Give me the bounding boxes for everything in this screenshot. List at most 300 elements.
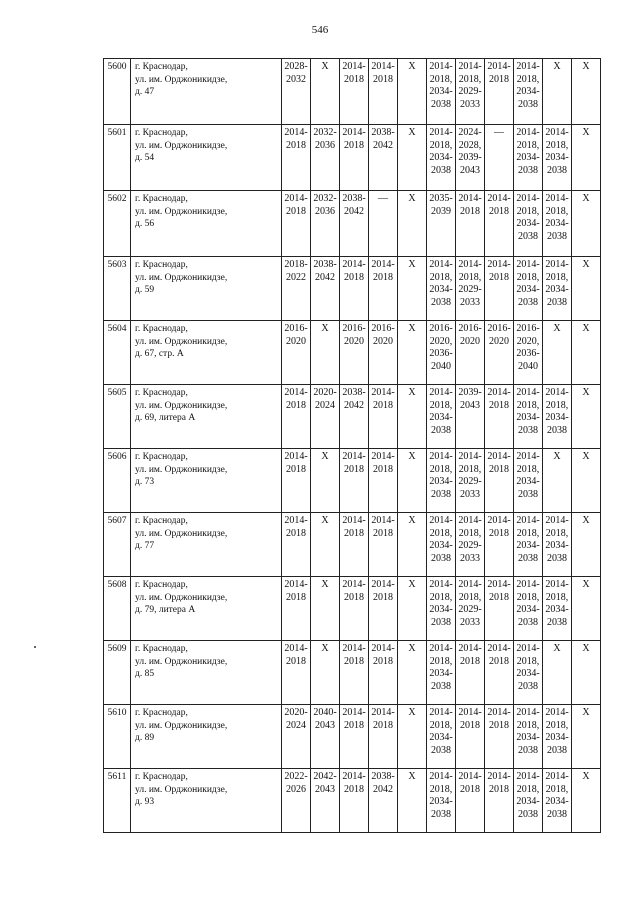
period-line: 2018, [545, 205, 569, 217]
period-line: X [408, 323, 416, 334]
period-line: 2034- [545, 412, 569, 424]
row-number-cell: 5600 [104, 59, 131, 125]
period-line: 2014- [458, 193, 482, 204]
period-line: 2014- [342, 707, 366, 718]
period-cell [398, 513, 427, 577]
period-cell [282, 59, 311, 125]
table-row [104, 257, 601, 321]
period-cell [311, 191, 340, 257]
period-line: X [408, 771, 416, 782]
period-line: 2042 [373, 783, 393, 795]
period-line: 2038- [342, 193, 366, 204]
period-line: X [582, 387, 590, 398]
period-cell [369, 641, 398, 705]
period-line: 2018 [489, 463, 509, 475]
period-cell [427, 257, 456, 321]
period-line: 2014- [516, 771, 540, 782]
period-line: 2029- [458, 86, 482, 98]
period-line: 2038 [431, 680, 451, 692]
table-row [104, 577, 601, 641]
period-line: 2014- [371, 61, 395, 72]
period-line: 2014- [516, 259, 540, 270]
period-line: 2042 [315, 271, 335, 283]
period-line: 2014- [284, 643, 308, 654]
period-line: 2024- [458, 127, 482, 138]
address-cell [131, 257, 282, 321]
period-line: 2014- [458, 61, 482, 72]
period-cell [340, 769, 369, 833]
period-line: 2038 [431, 424, 451, 436]
period-line: 2014- [284, 451, 308, 462]
period-line: 2038 [431, 808, 451, 820]
row-number-cell: 5608 [104, 577, 131, 641]
period-line: 2028- [284, 61, 308, 72]
period-line: 2014- [429, 451, 453, 462]
period-line: 2014- [516, 515, 540, 526]
period-cell [456, 191, 485, 257]
address-line: г. Краснодар, [135, 708, 188, 718]
period-line: 2014- [429, 259, 453, 270]
address-line: г. Краснодар, [135, 388, 188, 398]
period-line: X [408, 127, 416, 138]
period-line: 2029- [458, 476, 482, 488]
period-line: 2043 [460, 164, 480, 176]
period-line: 2018, [458, 463, 482, 475]
period-cell [282, 449, 311, 513]
period-cell [543, 705, 572, 769]
period-line: 2029- [458, 284, 482, 296]
period-line: 2034- [516, 86, 540, 98]
period-line: 2018, [429, 271, 453, 283]
address-line: д. 47 [135, 87, 155, 98]
period-cell [369, 385, 398, 449]
address-line: ул. им. Орджоникидзе, [135, 206, 228, 217]
period-cell [514, 577, 543, 641]
period-line: 2014- [429, 707, 453, 718]
period-line: 2018 [489, 271, 509, 283]
period-line: 2034- [516, 284, 540, 296]
period-line: 2018, [545, 527, 569, 539]
period-line: 2038 [547, 164, 567, 176]
period-line: 2018, [545, 783, 569, 795]
period-cell [311, 577, 340, 641]
period-line: 2039- [458, 152, 482, 164]
period-line: 2014- [371, 451, 395, 462]
period-cell [369, 257, 398, 321]
period-cell [485, 449, 514, 513]
period-cell [398, 257, 427, 321]
period-cell [311, 125, 340, 191]
table-body [104, 59, 601, 833]
period-cell [398, 59, 427, 125]
period-line: 2018 [460, 783, 480, 795]
period-cell [543, 577, 572, 641]
period-line: 2014- [487, 707, 511, 718]
table-row [104, 769, 601, 833]
period-line: 2038- [371, 127, 395, 138]
period-line: X [321, 451, 329, 462]
period-line: 2018, [516, 399, 540, 411]
period-line: 2014- [545, 127, 569, 138]
period-line: 2038 [547, 296, 567, 308]
period-line: 2018, [458, 591, 482, 603]
period-cell [340, 191, 369, 257]
period-cell [282, 257, 311, 321]
period-line: 2029- [458, 540, 482, 552]
period-line: X [553, 643, 561, 654]
period-line: 2038- [342, 387, 366, 398]
period-line: 2014- [487, 259, 511, 270]
period-cell [282, 577, 311, 641]
period-line: 2022 [286, 271, 306, 283]
period-line: 2042 [344, 399, 364, 411]
period-line: 2038 [431, 616, 451, 628]
period-line: 2034- [545, 732, 569, 744]
period-line: 2018, [516, 73, 540, 85]
period-line: 2014- [516, 387, 540, 398]
period-cell [369, 769, 398, 833]
period-line: — [494, 127, 504, 138]
period-line: 2014- [545, 707, 569, 718]
address-line: ул. им. Орджоникидзе, [135, 656, 228, 667]
period-line: 2018, [545, 399, 569, 411]
period-line: 2018, [516, 527, 540, 539]
period-line: 2038 [518, 552, 538, 564]
period-line: 2018 [344, 527, 364, 539]
period-line: 2018 [489, 783, 509, 795]
period-line: 2038- [371, 771, 395, 782]
period-cell [311, 257, 340, 321]
period-cell [340, 705, 369, 769]
period-line: 2020 [373, 335, 393, 347]
address-line: г. Краснодар, [135, 194, 188, 204]
period-line: 2018 [460, 655, 480, 667]
address-line: д. 79, литера А [135, 605, 196, 616]
period-line: X [321, 61, 329, 72]
period-line: 2014- [516, 579, 540, 590]
address-line: д. 73 [135, 477, 155, 488]
period-line: 2014- [371, 259, 395, 270]
period-line: 2018, [516, 719, 540, 731]
period-cell [514, 257, 543, 321]
period-cell [282, 705, 311, 769]
period-cell [485, 641, 514, 705]
address-line: ул. им. Орджоникидзе, [135, 400, 228, 411]
address-line: г. Краснодар, [135, 260, 188, 270]
period-line: 2014- [342, 771, 366, 782]
address-cell [131, 449, 282, 513]
period-line: 2018, [516, 205, 540, 217]
period-line: 2034- [516, 668, 540, 680]
period-cell [398, 577, 427, 641]
period-cell [456, 449, 485, 513]
period-line: 2018 [489, 527, 509, 539]
scan-speck [34, 646, 36, 648]
period-line: 2016- [516, 323, 540, 334]
period-line: 2034- [429, 668, 453, 680]
period-cell [398, 449, 427, 513]
period-cell [282, 513, 311, 577]
period-cell [369, 705, 398, 769]
period-cell [514, 59, 543, 125]
period-cell [398, 321, 427, 385]
address-line: ул. им. Орджоникидзе, [135, 464, 228, 475]
period-line: X [582, 643, 590, 654]
address-line: г. Краснодар, [135, 580, 188, 590]
period-line: 2042 [344, 205, 364, 217]
row-number-cell: 5602 [104, 191, 131, 257]
period-line: 2038 [431, 164, 451, 176]
period-line: 2040 [518, 360, 538, 372]
table-row [104, 125, 601, 191]
period-line: 2018, [516, 463, 540, 475]
period-cell [514, 641, 543, 705]
period-line: 2034- [545, 796, 569, 808]
period-line: 2036 [315, 205, 335, 217]
address-line: ул. им. Орджоникидзе, [135, 74, 228, 85]
period-line: 2016- [342, 323, 366, 334]
period-cell [311, 385, 340, 449]
row-number-cell: 5610 [104, 705, 131, 769]
period-line: 2038 [547, 424, 567, 436]
period-line: 2014- [458, 451, 482, 462]
period-line: 2014- [342, 127, 366, 138]
period-cell [340, 385, 369, 449]
address-line: д. 77 [135, 541, 155, 552]
period-line: 2020 [344, 335, 364, 347]
period-line: 2014- [458, 707, 482, 718]
period-cell [456, 769, 485, 833]
period-line: 2014- [342, 515, 366, 526]
period-line: 2018 [373, 73, 393, 85]
period-line: 2014- [516, 707, 540, 718]
period-line: 2034- [545, 604, 569, 616]
page-number: 546 [311, 24, 329, 36]
period-cell [456, 513, 485, 577]
address-line: д. 89 [135, 733, 155, 744]
address-line: д. 54 [135, 153, 155, 164]
period-line: 2038 [518, 230, 538, 242]
period-line: X [582, 451, 590, 462]
period-line: 2042- [313, 771, 337, 782]
period-cell [485, 513, 514, 577]
period-line: 2034- [545, 284, 569, 296]
period-line: 2014- [458, 643, 482, 654]
period-line: 2018, [458, 271, 482, 283]
period-line: 2018 [489, 399, 509, 411]
row-number-cell: 5607 [104, 513, 131, 577]
period-cell [398, 641, 427, 705]
period-line: 2034- [429, 152, 453, 164]
period-cell [485, 257, 514, 321]
period-line: 2014- [429, 579, 453, 590]
period-cell [485, 769, 514, 833]
period-cell [456, 705, 485, 769]
period-line: X [582, 127, 590, 138]
period-line: 2018 [286, 591, 306, 603]
period-line: 2034- [516, 604, 540, 616]
period-line: 2033 [460, 488, 480, 500]
period-line: 2020, [516, 335, 540, 347]
period-line: 2018, [516, 271, 540, 283]
period-cell [427, 449, 456, 513]
period-line: 2038 [518, 424, 538, 436]
period-line: 2038 [518, 164, 538, 176]
row-number-cell: 5604 [104, 321, 131, 385]
period-line: 2040- [313, 707, 337, 718]
period-line: 2018, [429, 527, 453, 539]
period-line: X [553, 323, 561, 334]
period-line: 2014- [284, 193, 308, 204]
period-line: 2014- [458, 515, 482, 526]
period-line: 2014- [516, 127, 540, 138]
period-line: 2016- [487, 323, 511, 334]
period-line: 2014- [516, 61, 540, 72]
address-line: г. Краснодар, [135, 644, 188, 654]
period-cell [456, 385, 485, 449]
period-line: X [408, 61, 416, 72]
period-cell [369, 513, 398, 577]
period-cell [398, 191, 427, 257]
period-line: 2014- [429, 771, 453, 782]
period-cell [311, 769, 340, 833]
table-row [104, 385, 601, 449]
period-line: 2018 [344, 783, 364, 795]
period-line: 2018, [516, 139, 540, 151]
period-line: 2036 [315, 139, 335, 151]
period-line: 2018, [429, 655, 453, 667]
period-cell [369, 577, 398, 641]
address-cell [131, 59, 282, 125]
period-line: 2028, [458, 139, 482, 151]
period-line: 2014- [429, 61, 453, 72]
period-cell [456, 257, 485, 321]
period-cell [369, 125, 398, 191]
period-line: 2018 [489, 73, 509, 85]
period-line: 2018 [373, 655, 393, 667]
address-line: г. Краснодар, [135, 324, 188, 334]
period-line: 2014- [429, 127, 453, 138]
period-line: X [408, 515, 416, 526]
period-cell [543, 257, 572, 321]
address-cell [131, 705, 282, 769]
period-line: 2018 [286, 527, 306, 539]
period-cell [456, 321, 485, 385]
period-line: 2026 [286, 783, 306, 795]
period-cell [485, 191, 514, 257]
address-line: д. 93 [135, 797, 155, 808]
period-line: 2014- [487, 579, 511, 590]
repair-schedule-table [103, 58, 601, 833]
period-line: 2038 [431, 552, 451, 564]
row-number-cell: 5605 [104, 385, 131, 449]
period-cell [427, 641, 456, 705]
period-cell [311, 705, 340, 769]
period-line: 2036- [516, 348, 540, 360]
period-line: 2018 [344, 139, 364, 151]
address-cell [131, 513, 282, 577]
period-cell [340, 321, 369, 385]
period-cell [369, 321, 398, 385]
period-line: 2043 [315, 783, 335, 795]
row-number-cell: 5606 [104, 449, 131, 513]
period-cell [543, 513, 572, 577]
period-line: 2018 [489, 719, 509, 731]
period-line: 2018 [489, 655, 509, 667]
period-line: 2034- [516, 732, 540, 744]
period-cell [398, 385, 427, 449]
period-line: 2014- [545, 387, 569, 398]
period-cell [514, 385, 543, 449]
period-cell [514, 513, 543, 577]
period-line: 2016- [284, 323, 308, 334]
period-line: 2018 [286, 399, 306, 411]
period-line: 2018, [545, 139, 569, 151]
address-cell [131, 641, 282, 705]
period-line: 2014- [284, 387, 308, 398]
period-line: 2018, [458, 73, 482, 85]
period-line: 2018, [458, 527, 482, 539]
period-line: 2038- [313, 259, 337, 270]
period-line: 2018 [373, 719, 393, 731]
period-line: 2014- [458, 579, 482, 590]
period-line: 2016- [458, 323, 482, 334]
period-line: 2018, [429, 463, 453, 475]
period-line: X [582, 707, 590, 718]
period-line: 2014- [487, 193, 511, 204]
period-cell [514, 769, 543, 833]
period-line: 2020 [286, 335, 306, 347]
period-line: 2043 [315, 719, 335, 731]
period-line: 2018, [516, 655, 540, 667]
table-row [104, 59, 601, 125]
address-cell [131, 321, 282, 385]
period-line: 2034- [516, 476, 540, 488]
period-cell [572, 769, 601, 833]
period-line: 2018, [429, 399, 453, 411]
period-cell [427, 705, 456, 769]
period-line: 2014- [487, 451, 511, 462]
period-line: 2038 [547, 552, 567, 564]
period-line: X [321, 515, 329, 526]
period-cell [543, 59, 572, 125]
period-cell [311, 59, 340, 125]
period-line: 2032- [313, 193, 337, 204]
period-line: — [378, 193, 388, 204]
period-line: 2034- [429, 540, 453, 552]
period-line: 2018 [373, 399, 393, 411]
period-line: 2014- [371, 643, 395, 654]
period-line: 2034- [429, 284, 453, 296]
period-cell [282, 641, 311, 705]
address-line: г. Краснодар, [135, 128, 188, 138]
period-line: 2034- [545, 152, 569, 164]
period-line: 2038 [547, 744, 567, 756]
period-line: 2020, [429, 335, 453, 347]
period-cell [369, 59, 398, 125]
period-cell [572, 577, 601, 641]
period-line: X [408, 643, 416, 654]
period-cell [427, 321, 456, 385]
period-line: 2018 [286, 655, 306, 667]
period-line: 2014- [516, 451, 540, 462]
period-line: 2018, [516, 783, 540, 795]
period-cell [311, 641, 340, 705]
period-line: X [553, 451, 561, 462]
period-line: 2020 [460, 335, 480, 347]
period-line: 2038 [518, 98, 538, 110]
period-line: 2018, [545, 271, 569, 283]
